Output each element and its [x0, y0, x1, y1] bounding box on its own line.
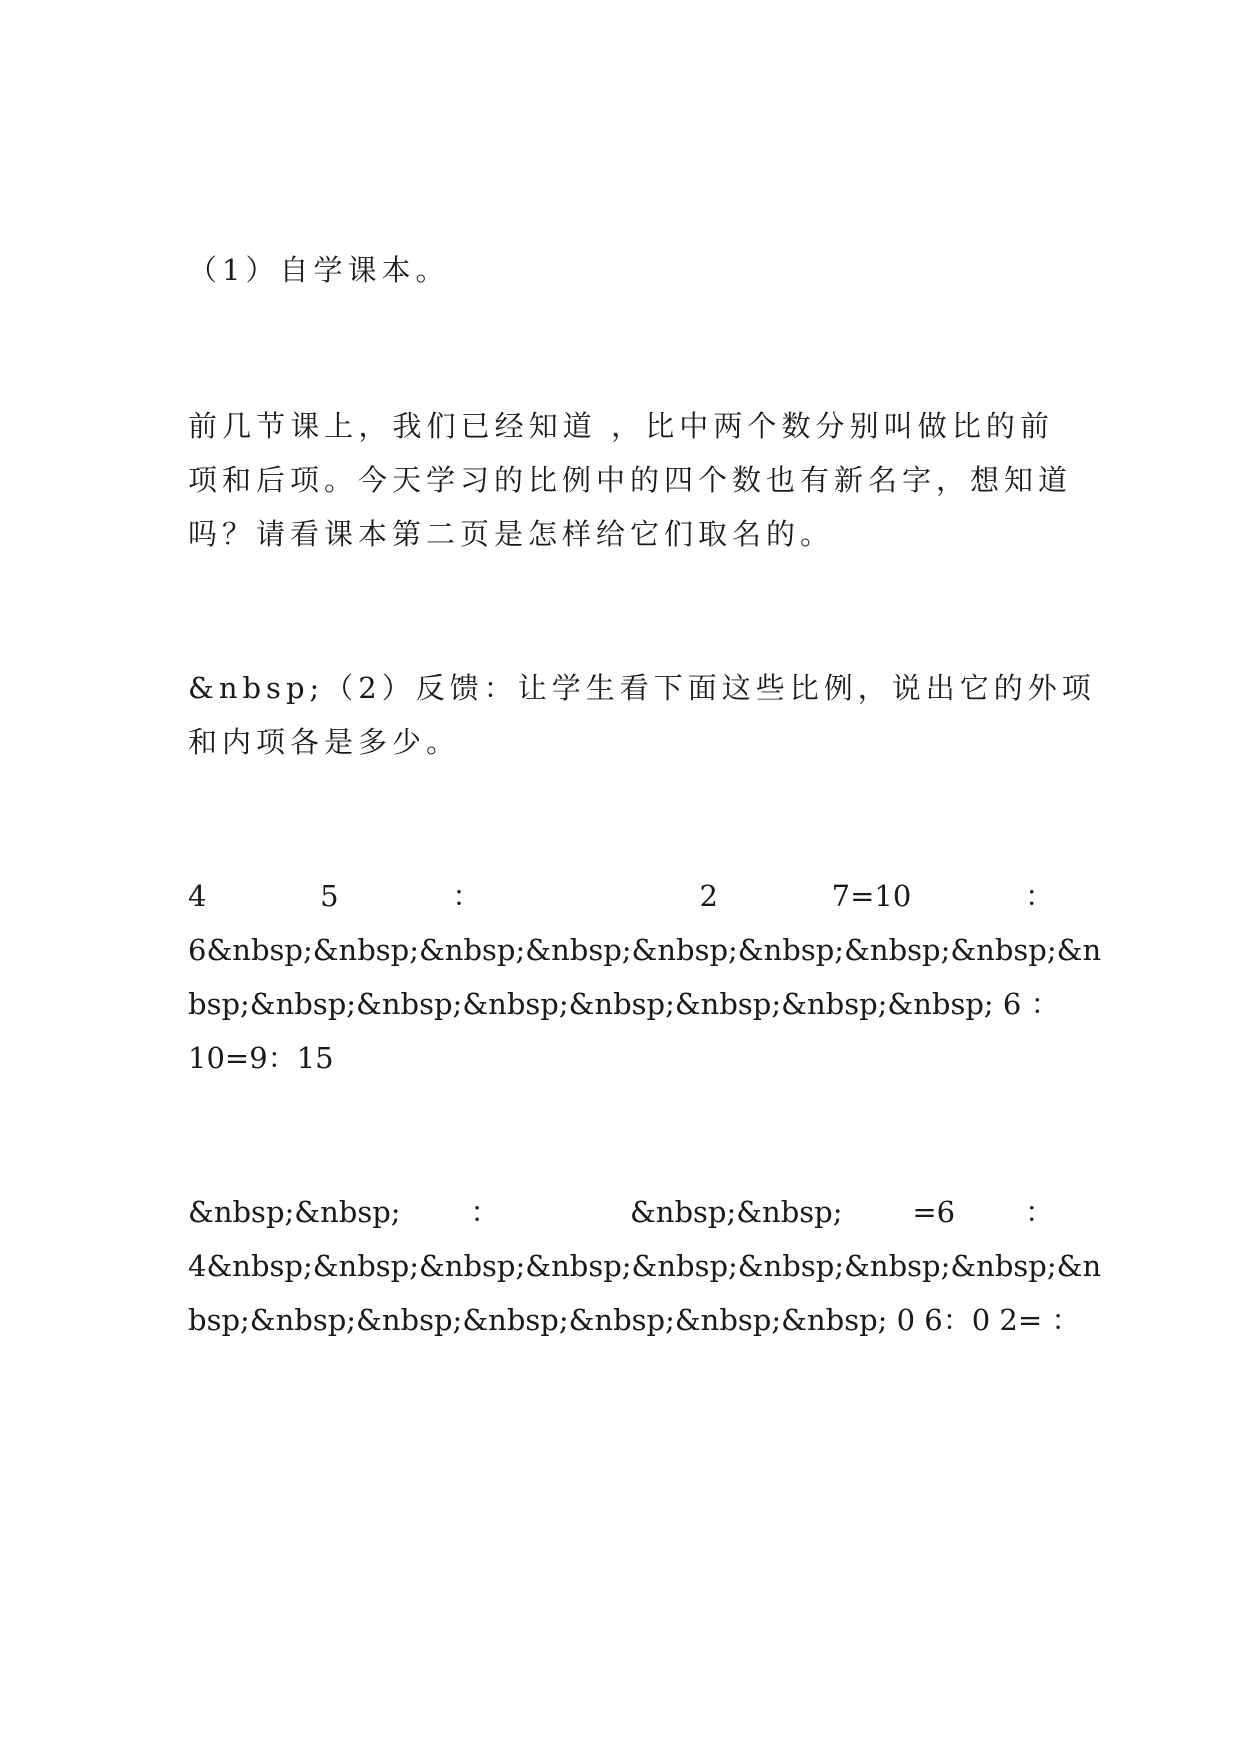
- text-line: 10=9：15: [188, 1041, 334, 1075]
- text-line: bsp;&nbsp;&nbsp;&nbsp;&nbsp;&nbsp;&nbsp;&nbsp; 6 ：: [188, 987, 1060, 1021]
- text-line: &nbsp;&nbsp; ： &nbsp;&nbsp; =6 ：: [188, 1195, 1054, 1229]
- text-line: 6&nbsp;&nbsp;&nbsp;&nbsp;&nbsp;&nbsp;&nbsp;&nbsp;&n: [188, 933, 1102, 967]
- text-line: 4&nbsp;&nbsp;&nbsp;&nbsp;&nbsp;&nbsp;&nbsp;&nbsp;&n: [188, 1249, 1102, 1283]
- text-line: 吗？请看课本第二页是怎样给它们取名的。: [188, 517, 835, 551]
- text-line: 前几节课上，我们已经知道 ，比中两个数分别叫做比的前: [188, 409, 1054, 443]
- text-line: &nbsp;（2）反馈：让学生看下面这些比例，说出它的外项: [188, 671, 1096, 705]
- text-line: 4 5 ： 2 7=10 ：: [188, 879, 1054, 913]
- text-line: （1）自学课本。: [188, 253, 450, 287]
- text-line: bsp;&nbsp;&nbsp;&nbsp;&nbsp;&nbsp;&nbsp; 0 6：0 2= ：: [188, 1303, 1081, 1337]
- text-line: 和内项各是多少。: [188, 725, 461, 759]
- text-line: 项和后项。今天学习的比例中的四个数也有新名字，想知道: [188, 463, 1073, 497]
